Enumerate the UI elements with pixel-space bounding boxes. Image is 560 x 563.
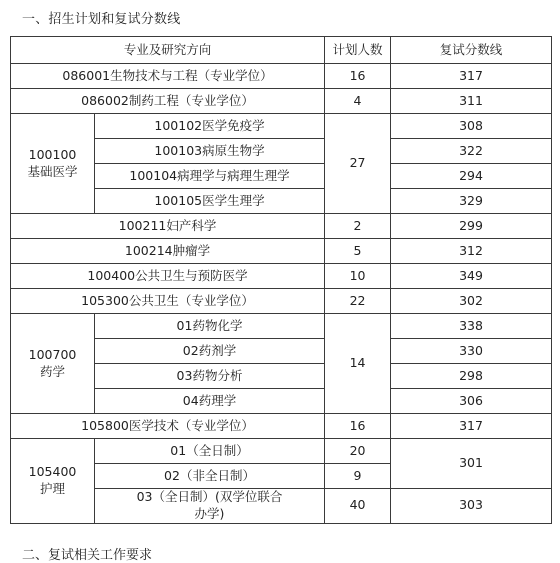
- score-cell: 311: [391, 89, 552, 114]
- group-name: 100100基础医学: [11, 114, 95, 214]
- sub-direction-name: 02药剂学: [95, 339, 325, 364]
- score-cell: 317: [391, 414, 552, 439]
- quota-cell: 9: [325, 464, 391, 489]
- score-cell: 299: [391, 214, 552, 239]
- score-cell: 301: [391, 439, 552, 489]
- header-quota: 计划人数: [325, 37, 391, 64]
- score-cell: 303: [391, 489, 552, 524]
- quota-cell: 27: [325, 114, 391, 214]
- score-cell: 317: [391, 64, 552, 89]
- table-row: [11, 64, 552, 89]
- major-name: 105300公共卫生（专业学位）: [11, 289, 325, 314]
- header-score: 复试分数线: [391, 37, 552, 64]
- quota-cell: 40: [325, 489, 391, 524]
- sub-direction-name: 100104病理学与病理生理学: [95, 164, 325, 189]
- sub-direction-name: 100105医学生理学: [95, 189, 325, 214]
- sub-direction-name: 04药理学: [95, 389, 325, 414]
- major-name: 100211妇产科学: [11, 214, 325, 239]
- score-cell: 349: [391, 264, 552, 289]
- group-name: 105400护理: [11, 439, 95, 524]
- table-header-row: [11, 37, 552, 64]
- quota-cell: 10: [325, 264, 391, 289]
- quota-cell: 2: [325, 214, 391, 239]
- score-cell: 338: [391, 314, 552, 339]
- sub-direction-name: 100103病原生物学: [95, 139, 325, 164]
- table-row: [11, 114, 552, 139]
- score-cell: 302: [391, 289, 552, 314]
- quota-cell: 5: [325, 239, 391, 264]
- major-name: 086002制药工程（专业学位）: [11, 89, 325, 114]
- next-section-title: 二、复试相关工作要求: [22, 548, 153, 563]
- table-row: [11, 439, 552, 464]
- quota-cell: 20: [325, 439, 391, 464]
- header-major: 专业及研究方向: [11, 37, 325, 64]
- table-row: [11, 214, 552, 239]
- table-row: [11, 414, 552, 439]
- quota-cell: 16: [325, 64, 391, 89]
- score-cell: 312: [391, 239, 552, 264]
- quota-cell: 16: [325, 414, 391, 439]
- section-title: 一、招生计划和复试分数线: [22, 12, 181, 27]
- quota-cell: 14: [325, 314, 391, 414]
- major-name: 100400公共卫生与预防医学: [11, 264, 325, 289]
- quota-cell: 4: [325, 89, 391, 114]
- major-name: 105800医学技术（专业学位）: [11, 414, 325, 439]
- table-row: [11, 89, 552, 114]
- table-row: [11, 314, 552, 339]
- sub-direction-name: 100102医学免疫学: [95, 114, 325, 139]
- score-cell: 306: [391, 389, 552, 414]
- group-name: 100700药学: [11, 314, 95, 414]
- score-cell: 308: [391, 114, 552, 139]
- sub-direction-name: 02（非全日制）: [95, 464, 325, 489]
- table-row: [11, 264, 552, 289]
- score-cell: 298: [391, 364, 552, 389]
- score-cell: 330: [391, 339, 552, 364]
- sub-direction-name: 01（全日制）: [95, 439, 325, 464]
- sub-direction-name: 03（全日制）(双学位联合办学): [95, 489, 325, 524]
- sub-direction-name: 01药物化学: [95, 314, 325, 339]
- quota-cell: 22: [325, 289, 391, 314]
- table-row: [11, 239, 552, 264]
- admission-plan-table: [10, 36, 552, 524]
- major-name: 086001生物技术与工程（专业学位）: [11, 64, 325, 89]
- table-row: [11, 289, 552, 314]
- score-cell: 322: [391, 139, 552, 164]
- score-cell: 294: [391, 164, 552, 189]
- sub-direction-name: 03药物分析: [95, 364, 325, 389]
- major-name: 100214肿瘤学: [11, 239, 325, 264]
- score-cell: 329: [391, 189, 552, 214]
